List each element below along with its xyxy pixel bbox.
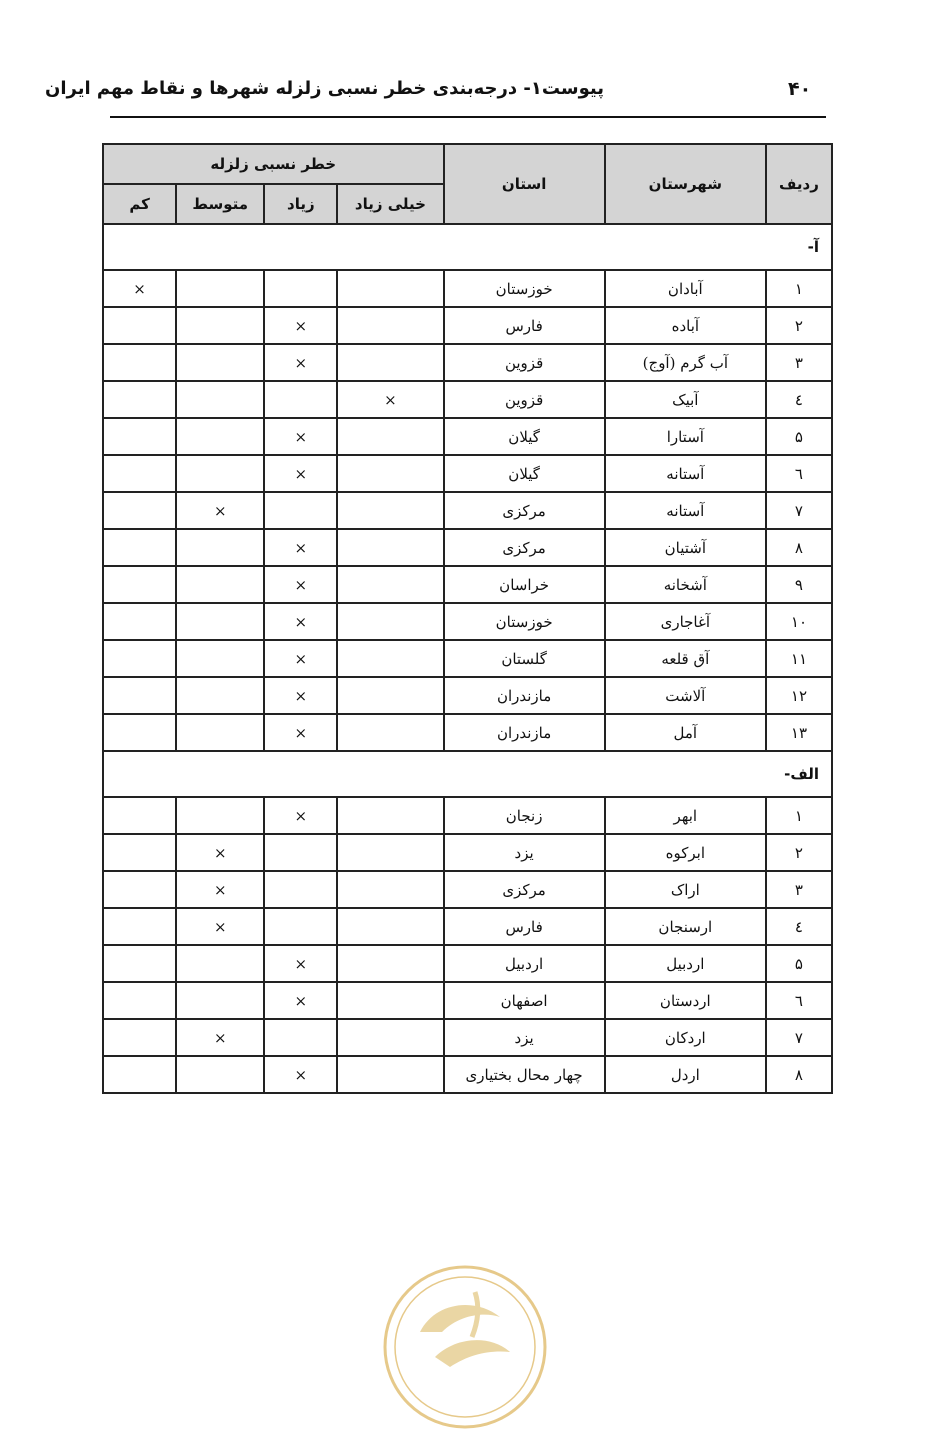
- risk-very-high-cell: [337, 603, 443, 640]
- table-row: [103, 307, 832, 344]
- row-number-cell: ۱۰: [766, 603, 832, 640]
- risk-high-cell: ×: [264, 307, 337, 344]
- table-row: [103, 640, 832, 677]
- risk-medium-cell: ×: [176, 492, 264, 529]
- risk-low-cell: [103, 640, 176, 677]
- table-row: [103, 418, 832, 455]
- col-header-risk-group: خطر نسبی زلزله: [103, 144, 444, 184]
- col-header-high: زیاد: [264, 184, 337, 224]
- county-cell: آبادان: [605, 270, 766, 307]
- county-cell: ابهر: [605, 797, 766, 834]
- county-cell: اردبیل: [605, 945, 766, 982]
- table-row: [103, 492, 832, 529]
- section-label: الف-: [103, 751, 832, 797]
- col-header-row-no: ردیف: [766, 144, 832, 224]
- risk-low-cell: [103, 307, 176, 344]
- table-row: [103, 677, 832, 714]
- risk-low-cell: [103, 834, 176, 871]
- risk-high-cell: ×: [264, 982, 337, 1019]
- table-row: [103, 344, 832, 381]
- province-cell: گیلان: [444, 418, 605, 455]
- county-cell: آشتیان: [605, 529, 766, 566]
- risk-very-high-cell: [337, 529, 443, 566]
- risk-low-cell: [103, 797, 176, 834]
- risk-very-high-cell: [337, 455, 443, 492]
- row-number-cell: ٤: [766, 381, 832, 418]
- risk-high-cell: [264, 834, 337, 871]
- publisher-seal-icon: [380, 1262, 550, 1432]
- risk-high-cell: ×: [264, 677, 337, 714]
- row-number-cell: ۱: [766, 797, 832, 834]
- county-cell: آستانه: [605, 492, 766, 529]
- county-cell: آستارا: [605, 418, 766, 455]
- row-number-cell: ۸: [766, 1056, 832, 1093]
- province-cell: چهار محال بختیاری: [444, 1056, 605, 1093]
- province-cell: مرکزی: [444, 529, 605, 566]
- province-cell: اصفهان: [444, 982, 605, 1019]
- table-body: [103, 224, 832, 1093]
- risk-very-high-cell: [337, 492, 443, 529]
- table-row: [103, 945, 832, 982]
- county-cell: ابرکوه: [605, 834, 766, 871]
- risk-low-cell: [103, 455, 176, 492]
- risk-very-high-cell: [337, 871, 443, 908]
- col-header-low: کم: [103, 184, 176, 224]
- row-number-cell: ۷: [766, 492, 832, 529]
- row-number-cell: ۳: [766, 871, 832, 908]
- risk-high-cell: ×: [264, 1056, 337, 1093]
- col-header-county: شهرستان: [605, 144, 766, 224]
- risk-high-cell: [264, 381, 337, 418]
- risk-very-high-cell: [337, 982, 443, 1019]
- county-cell: اردستان: [605, 982, 766, 1019]
- county-cell: آبیک: [605, 381, 766, 418]
- risk-low-cell: [103, 714, 176, 751]
- risk-medium-cell: [176, 381, 264, 418]
- row-number-cell: ۲: [766, 307, 832, 344]
- table-row: [103, 714, 832, 751]
- risk-very-high-cell: [337, 1056, 443, 1093]
- table-row: [103, 566, 832, 603]
- row-number-cell: ۸: [766, 529, 832, 566]
- risk-very-high-cell: [337, 945, 443, 982]
- province-cell: فارس: [444, 908, 605, 945]
- page-number: ۴۰: [788, 78, 812, 100]
- risk-very-high-cell: [337, 640, 443, 677]
- risk-low-cell: [103, 982, 176, 1019]
- risk-medium-cell: [176, 714, 264, 751]
- col-header-province: استان: [444, 144, 605, 224]
- table-row: [103, 1019, 832, 1056]
- province-cell: گیلان: [444, 455, 605, 492]
- risk-very-high-cell: [337, 270, 443, 307]
- row-number-cell: ٦: [766, 455, 832, 492]
- risk-high-cell: ×: [264, 714, 337, 751]
- risk-very-high-cell: [337, 677, 443, 714]
- risk-low-cell: [103, 381, 176, 418]
- province-cell: زنجان: [444, 797, 605, 834]
- risk-high-cell: [264, 492, 337, 529]
- table-row: [103, 797, 832, 834]
- risk-medium-cell: [176, 677, 264, 714]
- county-cell: آق قلعه: [605, 640, 766, 677]
- risk-high-cell: ×: [264, 640, 337, 677]
- county-cell: آغاجاری: [605, 603, 766, 640]
- table-row: [103, 834, 832, 871]
- province-cell: مازندران: [444, 714, 605, 751]
- risk-high-cell: ×: [264, 945, 337, 982]
- risk-medium-cell: [176, 270, 264, 307]
- risk-very-high-cell: [337, 418, 443, 455]
- row-number-cell: ۷: [766, 1019, 832, 1056]
- risk-medium-cell: [176, 529, 264, 566]
- row-number-cell: ٤: [766, 908, 832, 945]
- table-row: [103, 603, 832, 640]
- risk-very-high-cell: [337, 307, 443, 344]
- risk-low-cell: [103, 1019, 176, 1056]
- risk-medium-cell: [176, 945, 264, 982]
- risk-medium-cell: [176, 455, 264, 492]
- risk-medium-cell: [176, 344, 264, 381]
- risk-very-high-cell: [337, 797, 443, 834]
- risk-low-cell: [103, 871, 176, 908]
- risk-high-cell: ×: [264, 797, 337, 834]
- earthquake-risk-table: [102, 143, 833, 1094]
- table-row: [103, 1056, 832, 1093]
- risk-low-cell: ×: [103, 270, 176, 307]
- risk-medium-cell: ×: [176, 871, 264, 908]
- county-cell: آشخانه: [605, 566, 766, 603]
- row-number-cell: ۵: [766, 418, 832, 455]
- risk-medium-cell: [176, 566, 264, 603]
- risk-low-cell: [103, 566, 176, 603]
- risk-high-cell: ×: [264, 344, 337, 381]
- risk-low-cell: [103, 1056, 176, 1093]
- risk-very-high-cell: [337, 344, 443, 381]
- risk-low-cell: [103, 529, 176, 566]
- row-number-cell: ۹: [766, 566, 832, 603]
- risk-very-high-cell: [337, 714, 443, 751]
- risk-medium-cell: ×: [176, 908, 264, 945]
- table-row: [103, 270, 832, 307]
- risk-high-cell: [264, 908, 337, 945]
- risk-low-cell: [103, 908, 176, 945]
- risk-very-high-cell: [337, 566, 443, 603]
- risk-high-cell: [264, 871, 337, 908]
- row-number-cell: ٦: [766, 982, 832, 1019]
- county-cell: آلاشت: [605, 677, 766, 714]
- risk-medium-cell: [176, 1056, 264, 1093]
- row-number-cell: ۳: [766, 344, 832, 381]
- table-row: [103, 982, 832, 1019]
- province-cell: قزوین: [444, 344, 605, 381]
- province-cell: گلستان: [444, 640, 605, 677]
- section-row: [103, 224, 832, 270]
- page-title: پیوست۱- درجه‌بندی خطر نسبی زلزله شهرها و نقاط مهم ایران: [44, 78, 604, 99]
- row-number-cell: ۵: [766, 945, 832, 982]
- risk-very-high-cell: ×: [337, 381, 443, 418]
- province-cell: فارس: [444, 307, 605, 344]
- province-cell: خراسان: [444, 566, 605, 603]
- section-row: [103, 751, 832, 797]
- row-number-cell: ۱۲: [766, 677, 832, 714]
- province-cell: خوزستان: [444, 270, 605, 307]
- col-header-very-high: خیلی زیاد: [337, 184, 443, 224]
- col-header-medium: متوسط: [176, 184, 264, 224]
- risk-low-cell: [103, 603, 176, 640]
- county-cell: اردکان: [605, 1019, 766, 1056]
- risk-medium-cell: [176, 418, 264, 455]
- risk-low-cell: [103, 677, 176, 714]
- risk-high-cell: ×: [264, 418, 337, 455]
- risk-medium-cell: ×: [176, 1019, 264, 1056]
- risk-low-cell: [103, 418, 176, 455]
- risk-high-cell: ×: [264, 603, 337, 640]
- county-cell: آمل: [605, 714, 766, 751]
- county-cell: اردل: [605, 1056, 766, 1093]
- risk-medium-cell: [176, 603, 264, 640]
- province-cell: یزد: [444, 1019, 605, 1056]
- risk-medium-cell: [176, 982, 264, 1019]
- county-cell: آباده: [605, 307, 766, 344]
- county-cell: آستانه: [605, 455, 766, 492]
- section-label: آ-: [103, 224, 832, 270]
- risk-medium-cell: [176, 640, 264, 677]
- risk-very-high-cell: [337, 908, 443, 945]
- province-cell: مرکزی: [444, 492, 605, 529]
- table-row: [103, 381, 832, 418]
- row-number-cell: ۱: [766, 270, 832, 307]
- province-cell: مرکزی: [444, 871, 605, 908]
- risk-medium-cell: ×: [176, 834, 264, 871]
- risk-low-cell: [103, 492, 176, 529]
- row-number-cell: ۱۱: [766, 640, 832, 677]
- risk-low-cell: [103, 344, 176, 381]
- risk-very-high-cell: [337, 1019, 443, 1056]
- risk-medium-cell: [176, 797, 264, 834]
- province-cell: اردبیل: [444, 945, 605, 982]
- risk-high-cell: [264, 1019, 337, 1056]
- county-cell: اراک: [605, 871, 766, 908]
- table-row: [103, 455, 832, 492]
- risk-very-high-cell: [337, 834, 443, 871]
- risk-high-cell: ×: [264, 529, 337, 566]
- table-row: [103, 529, 832, 566]
- province-cell: مازندران: [444, 677, 605, 714]
- risk-high-cell: ×: [264, 566, 337, 603]
- county-cell: آب گرم (آوج): [605, 344, 766, 381]
- risk-low-cell: [103, 945, 176, 982]
- county-cell: ارسنجان: [605, 908, 766, 945]
- row-number-cell: ۱۳: [766, 714, 832, 751]
- table-row: [103, 871, 832, 908]
- province-cell: یزد: [444, 834, 605, 871]
- province-cell: قزوین: [444, 381, 605, 418]
- row-number-cell: ۲: [766, 834, 832, 871]
- table-row: [103, 908, 832, 945]
- risk-high-cell: [264, 270, 337, 307]
- page-header: [44, 70, 826, 118]
- risk-medium-cell: [176, 307, 264, 344]
- risk-high-cell: ×: [264, 455, 337, 492]
- province-cell: خوزستان: [444, 603, 605, 640]
